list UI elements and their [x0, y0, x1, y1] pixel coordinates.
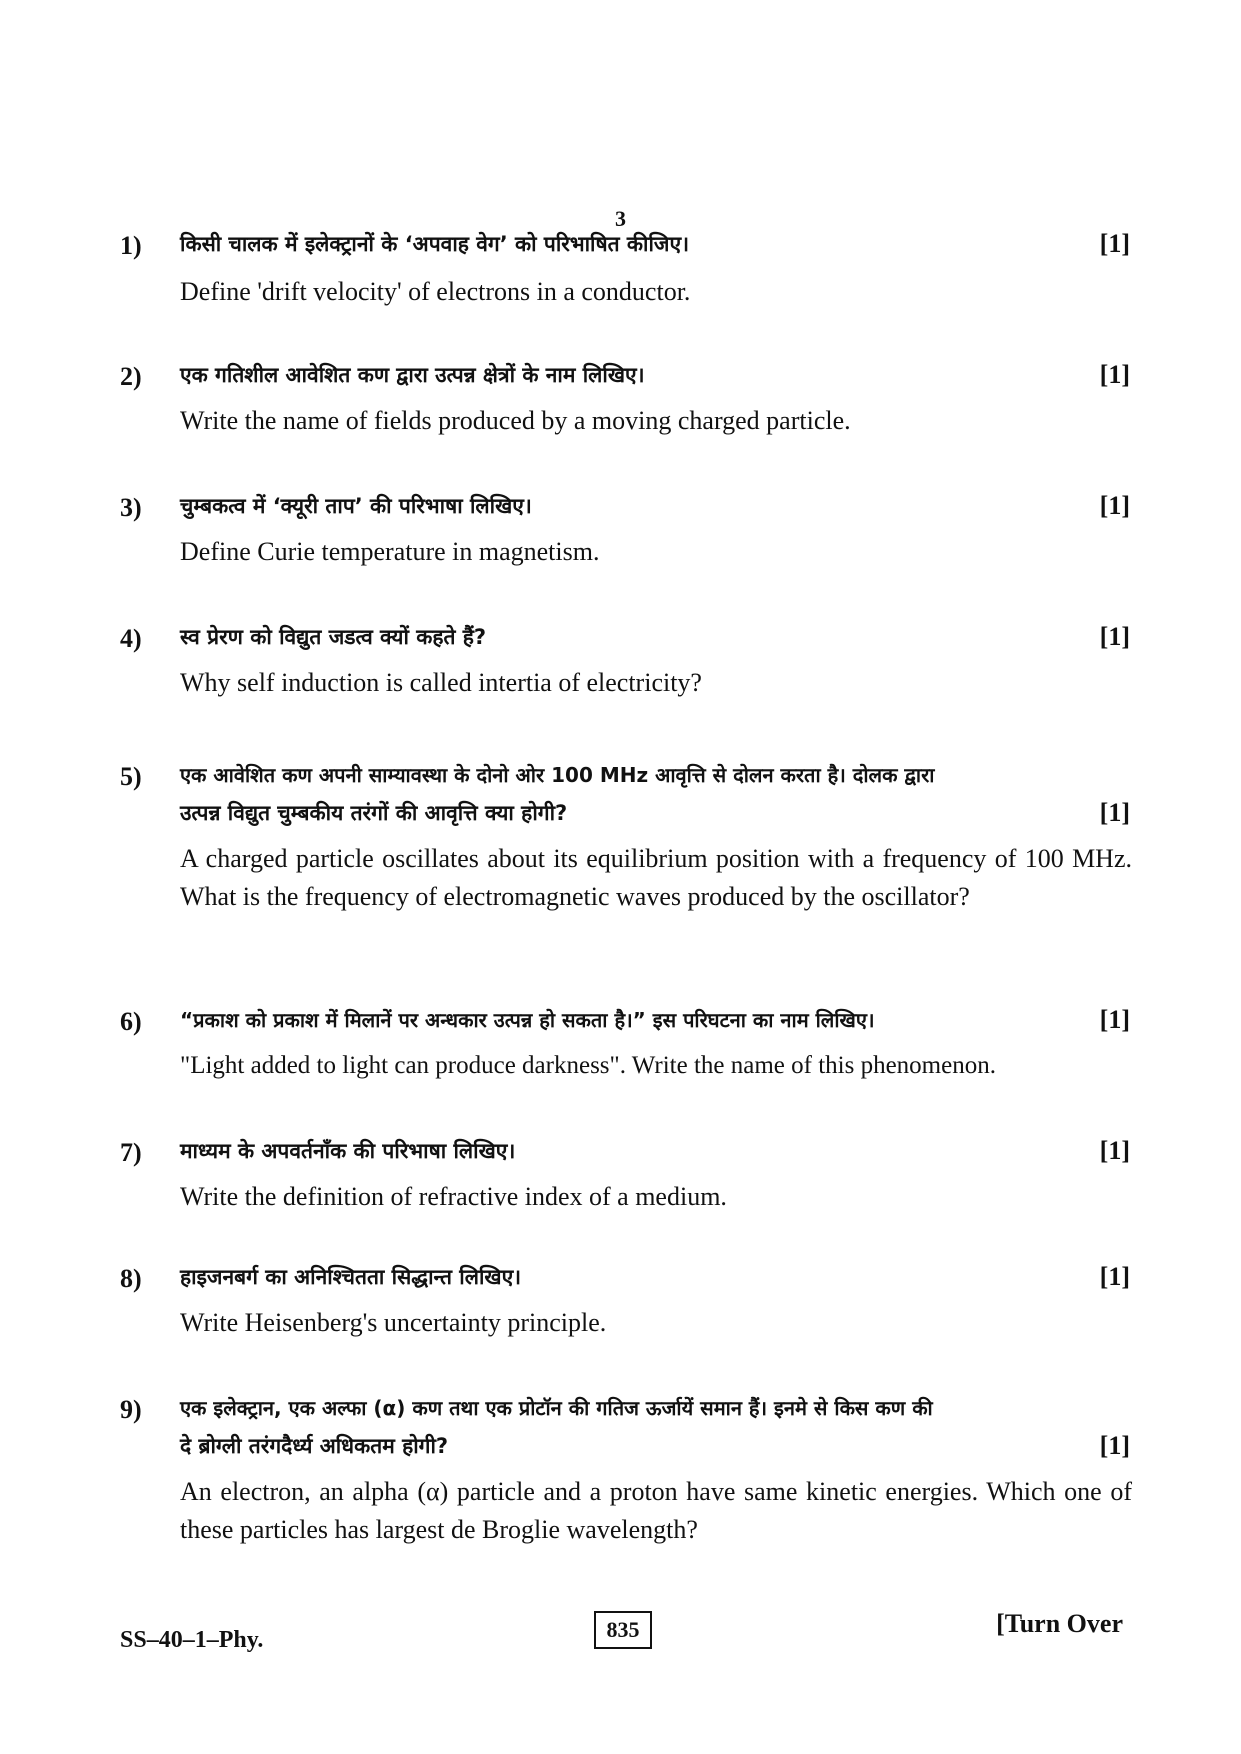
- question-hindi: [180, 1258, 1132, 1296]
- hindi-line: एक गतिशील आवेशित कण द्वारा उत्पन्न क्षेत्रों के नाम लिखिए।: [180, 363, 645, 387]
- question-english: An electron, an alpha (α) particle and a proton have same kinetic energies. Which one of these particles has largest de Broglie wavelength?: [180, 1477, 1132, 1544]
- question-number: 1): [120, 231, 142, 260]
- hindi-line: उत्पन्न विद्युत चुम्बकीय तरंगों की आवृत्ति क्या होगी?: [180, 801, 568, 825]
- question-number: 2): [120, 362, 142, 391]
- footer-page-code-box: 835: [594, 1611, 652, 1649]
- question-english: A charged particle oscillates about its equilibrium position with a frequency of 100 MHz. What is the frequency of electromagnetic waves produced by the oscillator?: [180, 844, 1132, 911]
- marks: [1]: [1099, 798, 1130, 827]
- question-english: Why self induction is called intertia of electricity?: [180, 668, 702, 697]
- question-hindi: [180, 1389, 1132, 1465]
- question-english: Define 'drift velocity' of electrons in a conductor.: [180, 277, 691, 306]
- question-number: 3): [120, 493, 142, 522]
- question-number: 8): [120, 1264, 142, 1293]
- hindi-line: किसी चालक में इलेक्ट्रानों के ‘अपवाह वेग’ को परिभाषित कीजिए।: [180, 232, 690, 256]
- question-number: 5): [120, 762, 142, 791]
- marks: [1]: [1099, 360, 1130, 389]
- marks: [1]: [1099, 1136, 1130, 1165]
- question-number: 9): [120, 1395, 142, 1424]
- question-hindi: [180, 356, 1132, 394]
- marks: [1]: [1099, 1005, 1130, 1034]
- question-number: 6): [120, 1007, 142, 1036]
- hindi-line: स्व प्रेरण को विद्युत जडत्व क्यों कहते हैं?: [180, 625, 487, 649]
- hindi-line: दे ब्रोग्ली तरंगदैर्ध्य अधिकतम होगी?: [180, 1434, 449, 1458]
- marks: [1]: [1099, 622, 1130, 651]
- question-hindi: [180, 618, 1132, 656]
- hindi-line: “प्रकाश को प्रकाश में मिलानें पर अन्धकार उत्पन्न हो सकता है।” इस परिघटना का नाम लिखिए।: [180, 1008, 875, 1032]
- marks: [1]: [1099, 1262, 1130, 1291]
- hindi-line: हाइजनबर्ग का अनिश्चितता सिद्धान्त लिखिए।: [180, 1265, 522, 1289]
- hindi-line: एक इलेक्ट्रान, एक अल्फा (α) कण तथा एक प्रोटॉन की गतिज ऊर्जायें समान हैं। इनमे से किस कण की: [180, 1396, 933, 1420]
- question-hindi: [180, 1132, 1132, 1170]
- marks: [1]: [1099, 491, 1130, 520]
- question-english: Write the name of fields produced by a moving charged particle.: [180, 406, 851, 435]
- hindi-line: माध्यम के अपवर्तनाँक की परिभाषा लिखिए।: [180, 1139, 516, 1163]
- question-hindi: [180, 756, 1132, 832]
- hindi-line: चुम्बकत्व में ‘क्यूरी ताप’ की परिभाषा लिखिए।: [180, 494, 532, 518]
- marks: [1]: [1099, 229, 1130, 258]
- marks: [1]: [1099, 1431, 1130, 1460]
- question-hindi: [180, 225, 1132, 263]
- footer-paper-code: SS–40–1–Phy.: [120, 1627, 264, 1653]
- question-number: 7): [120, 1138, 142, 1167]
- page-number: 3: [615, 206, 626, 231]
- question-hindi: [180, 1001, 1132, 1039]
- hindi-line: एक आवेशित कण अपनी साम्यावस्था के दोनो ओर 100 MHz आवृत्ति से दोलन करता है। दोलक द्वारा: [180, 763, 935, 787]
- question-hindi: [180, 487, 1132, 525]
- footer-turn-over: [Turn Over: [996, 1609, 1123, 1638]
- question-english: Write Heisenberg's uncertainty principle.: [180, 1308, 607, 1337]
- question-english: Write the definition of refractive index of a medium.: [180, 1182, 727, 1211]
- question-english: "Light added to light can produce darkness". Write the name of this phenomenon.: [180, 1052, 996, 1079]
- question-english: Define Curie temperature in magnetism.: [180, 537, 600, 566]
- question-number: 4): [120, 624, 142, 653]
